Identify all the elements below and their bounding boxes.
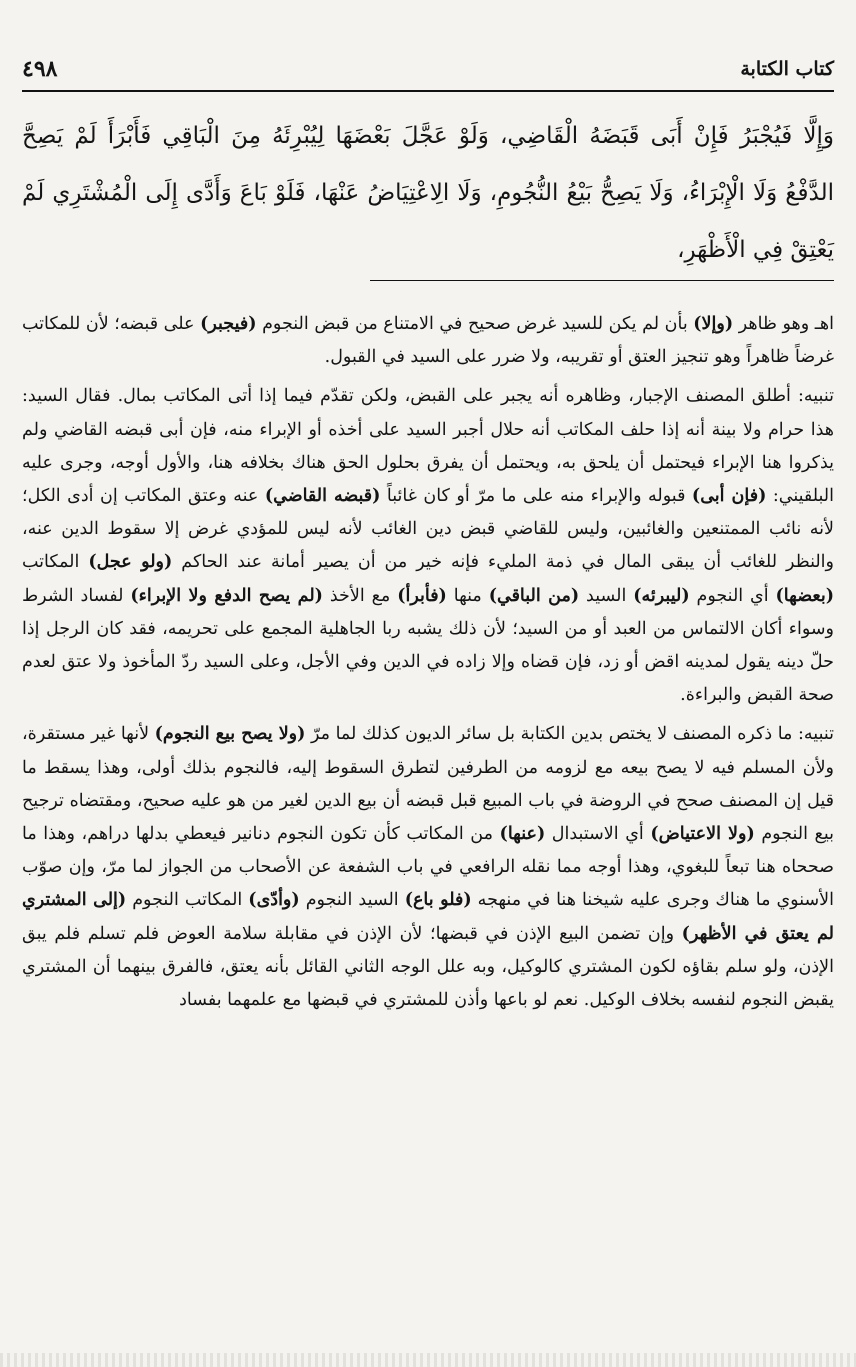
matn-quote: (ولا الاعتياض) [650, 824, 755, 845]
matn-quote: (من الباقي) [488, 585, 580, 606]
matn-quote: (بعضها) [775, 585, 834, 606]
matn-quote: (عنها) [499, 824, 546, 845]
matn-quote: (ليبرئه) [633, 585, 690, 606]
page-number: ٤٩٨ [22, 56, 58, 82]
matn-separator [370, 280, 834, 281]
matn-quote: (إلى المشتري لم يعتق في الأظهر) [22, 890, 835, 944]
matn-quote: (لم يصح الدفع ولا الإبراء) [130, 585, 323, 606]
matn-text: وَإِلَّا فَيُجْبَرُ فَإِنْ أَبَى قَبَضَهُ الْقَاضِي، وَلَوْ عَجَّلَ بَعْضَهَا لِيُبْرِئَهُ مِنَ الْبَاقِي فَأَبْرَأَ لَمْ يَصِحَّ الدَّفْعُ وَلَا الْإِبْرَاءُ، وَلَا يَصِحُّ بَيْعُ النُّجُومِ، وَلَا الِاعْتِيَاضُ عَنْهَا، فَلَوْ بَاعَ وَأَدَّى إِلَى الْمُشْتَرِي لَمْ يَعْتِقْ فِي الْأَظْهَرِ، [22, 123, 834, 263]
matn-quote: (فأبرأ) [397, 585, 447, 606]
matn-quote: (وإلا) [693, 314, 734, 334]
matn-quote: (وأدّى) [248, 890, 300, 911]
commentary-paragraph: تنبيه: أطلق المصنف الإجبار، وظاهره أنه يجبر على القبض، ولكن تقدّم فيما إذا أتى المكاتب بمال. فقال السيد: هذا حرام ولا بينة أنه إذا حلف المكاتب أنه حلال أجبر السيد على أخذه أو الإبراء منه، فإن أبى قبضه القاضي ولم يذكروا هنا الإبراء فيحتمل أن يلحق به، ويحتمل أن يفرق بحلول الحق هناك بخلافه هنا، والأول أوجه، وجرى عليه البلقيني: (فإن أبى) قبوله والإبراء منه على ما مرّ أو كان غائباً (قبضه القاضي) عنه وعتق المكاتب إن أدى الكل؛ لأنه نائب الممتنعين والغائبين، وليس للقاضي قبض دين الغائب لأنه ليس للمؤدي غرض إلا سقوط الدين عنه، والنظر للغائب أن يبقى المال في ذمة المليء فإنه خير من أن يصير أمانة عند الحاكم (ولو عجل) المكاتب (بعضها) أي النجوم (ليبرئه) السيد (من الباقي) منها (فأبرأ) مع الأخذ (لم يصح الدفع ولا الإبراء) لفساد الشرط وسواء أكان الالتماس من العبد أو من السيد؛ لأن ذلك يشبه ربا الجاهلية المجمع على تحريمه، فقد كان الرجل إذا حلّ دينه يقول لمدينه اقض أو زد، فإن قضاه وإلا زاده في الدين وفي الأجل، وعلى السيد ردّ المأخوذ ولا عتق لعدم صحة القبض والبراءة. [22, 386, 835, 706]
matn-quote: (ولا يصح بيع النجوم) [154, 724, 306, 745]
matn-quote: (قبضه القاضي) [264, 486, 381, 507]
matn-quote: (ولو عجل) [88, 552, 173, 573]
commentary-paragraph: تنبيه: ما ذكره المصنف لا يختص بدين الكتابة بل سائر الديون كذلك لما مرّ (ولا يصح بيع النجوم) لأنها غير مستقرة، ولأن المسلم فيه لا يصح بيعه مع لزومه من الطرفين لتطرق السقوط إليه، فالنجوم بذلك أولى، وهذا يسقط ما قيل إن المصنف صحح في الروضة في باب المبيع قبل قبضه أن بيع الدين لغير من هو عليه صحيح، ومقتضاه ترجيح بيع النجوم (ولا الاعتياض) أي الاستبدال (عنها) من المكاتب كأن تكون النجوم دنانير فيعطي بدلها دراهم، وهذا ما صححاه هنا تبعاً للبغوي، وهذا أوجه مما نقله الرافعي في باب الشفعة عن الأصحاب من الجواز لما مرّ، وإن صوّب الأسنوي ما هناك وجرى عليه شيخنا هنا في منهجه (فلو باع) السيد النجوم (وأدّى) المكاتب النجوم (إلى المشتري لم يعتق في الأظهر) وإن تضمن البيع الإذن في قبضها؛ لأن الإذن في مقابلة سلامة العوض فلم تسلم فلم يبق الإذن، ولو سلم بقاؤه لكون المشتري كالوكيل، وبه علل الوجه الثاني القائل بأنه يعتق، فالفرق بينهما أن المشتري يقبض النجوم لنفسه بخلاف الوكيل. نعم لو باعها وأذن للمشتري في قبضها مع علمهما بفساد [22, 724, 835, 1011]
page-header [22, 56, 834, 92]
matn-quote: (فإن أبى) [691, 486, 767, 507]
matn-quote: (فيجبر) [200, 314, 257, 334]
matn-quote: (فلو باع) [404, 890, 472, 911]
scan-edge [0, 1353, 856, 1367]
commentary [22, 308, 834, 1023]
commentary-paragraph: اهـ وهو ظاهر (وإلا) بأن لم يكن للسيد غرض صحيح في الامتناع من قبض النجوم (فيجبر) على قبضه؛ لأن للمكاتب غرضاً ظاهراً وهو تنجيز العتق أو تقريبه، ولا ضرر على السيد في القبول. [22, 314, 834, 368]
chapter-title: كتاب الكتابة [740, 58, 834, 80]
